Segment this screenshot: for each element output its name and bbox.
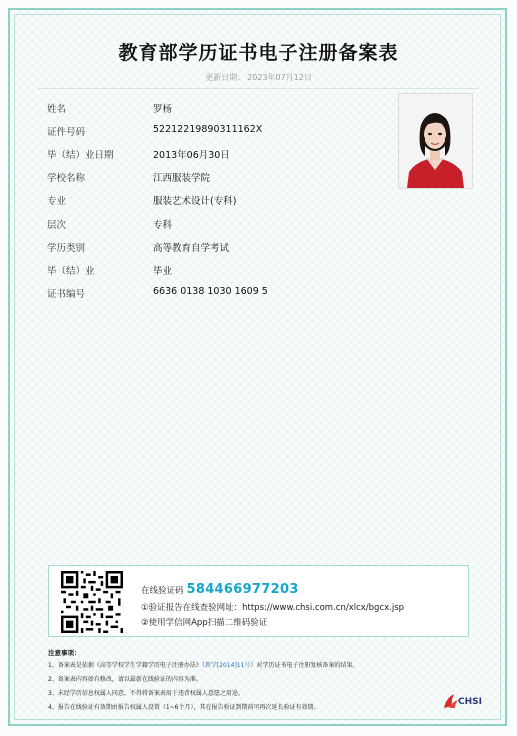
update-date-value: 2023年07月12日	[247, 73, 312, 82]
portrait-image	[399, 94, 472, 188]
field-label: 学校名称	[47, 173, 86, 184]
field-label: 毕（结）业	[47, 266, 95, 277]
field-value: 高等教育自学考试	[153, 243, 230, 254]
field-label: 毕（结）业日期	[47, 150, 114, 161]
field-value: 2013年06月30日	[153, 150, 230, 161]
field-value: 专科	[153, 220, 173, 231]
verification-url-text: ①验证报告在线查验网址：https://www.chsi.com.cn/xlcx/bgcx.jsp	[141, 603, 405, 613]
field-label: 学历类别	[47, 243, 86, 254]
online-verification-code	[141, 582, 299, 597]
field-value: 服装艺术设计(专科)	[153, 196, 237, 207]
field-label: 专业	[47, 196, 67, 207]
note-1	[48, 660, 358, 669]
verification-code-value: 584466977203	[186, 582, 299, 597]
update-date	[0, 72, 517, 83]
note-4: 4、报告在线验证有效期由报告权属人设置（1~6个月），其在报告验证到期前可再次延长验证有效期。	[48, 704, 320, 711]
field-label: 层次	[47, 220, 67, 231]
update-date-label: 更新日期：	[205, 73, 246, 82]
field-value: 毕业	[153, 266, 173, 277]
id-photo	[398, 93, 473, 189]
field-value: 6636 0138 1030 1609 5	[153, 286, 268, 297]
field-value: 罗杨	[153, 104, 173, 115]
regulation-link[interactable]: 教学[2014]11号	[204, 662, 251, 669]
verification-app-text: ②使用学信网App扫描二维码验证	[141, 618, 268, 628]
field-value: 52212219890311162X	[153, 124, 263, 135]
field-label: 姓名	[47, 104, 67, 115]
notes-title: 注意事项：	[48, 649, 81, 657]
verification-panel	[48, 565, 469, 637]
page-title: 教育部学历证书电子注册备案表	[118, 42, 399, 64]
field-value: 江西服装学院	[153, 173, 211, 184]
field-label: 证书编号	[47, 289, 86, 300]
verification-code-label: 在线验证码	[141, 586, 184, 596]
divider	[38, 88, 479, 89]
note-3: 3、未经学历信息权属人同意，不得将备案表用于违背权属人意愿之用途。	[48, 690, 244, 697]
qr-code[interactable]	[61, 571, 123, 633]
note-1-text-end: ）对学历证书电子注册复核备案的结果。	[250, 662, 359, 669]
note-1-text: 1、备案表是依据《高等学校学生学籍学历电子注册办法》（	[48, 662, 205, 669]
chsi-logo-text: CHSI	[458, 697, 482, 707]
note-2: 2、备案表内容如有修改，请以最新在线验证的内容为准。	[48, 676, 202, 683]
field-label: 证件号码	[47, 127, 86, 138]
